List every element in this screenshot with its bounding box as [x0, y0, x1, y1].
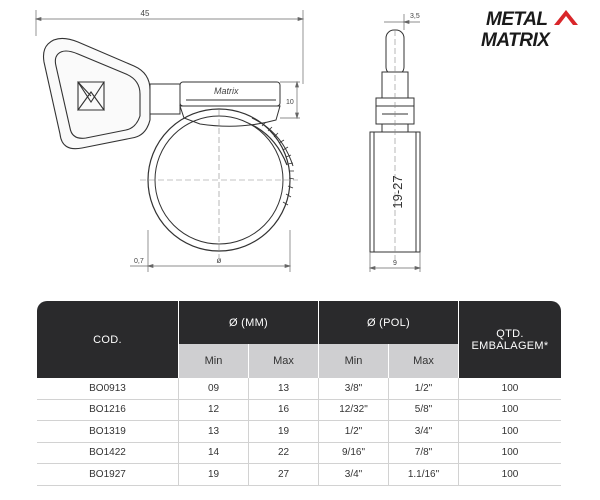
dimension-thickness-label: 0,7 — [134, 258, 144, 265]
cell-mm-max: 13 — [248, 378, 318, 400]
cell-pol-max: 7/8" — [388, 443, 458, 465]
cell-qtd: 100 — [458, 400, 561, 422]
cell-mm-min: 09 — [178, 378, 248, 400]
brand-line2: MATRIX — [481, 30, 550, 50]
cell-cod: BO0913 — [37, 378, 178, 400]
dimension-height-label: 10 — [286, 99, 294, 106]
cell-qtd: 100 — [458, 443, 561, 465]
subheader-mm-max: Max — [248, 344, 318, 378]
wing-handle — [44, 38, 151, 148]
side-view-size-label: 19-27 — [390, 175, 405, 209]
cell-mm-max: 27 — [248, 464, 318, 486]
cell-pol-min: 12/32" — [318, 400, 388, 422]
cell-cod: BO1216 — [37, 400, 178, 422]
cell-pol-max: 1.1/16" — [388, 464, 458, 486]
subheader-pol-min: Min — [318, 344, 388, 378]
dimension-side-top-label: 3,5 — [410, 13, 420, 20]
header-diameter-mm: Ø (MM) — [178, 301, 318, 344]
header-qtd-line2: EMBALAGEM* — [471, 339, 549, 352]
cell-mm-min: 19 — [178, 464, 248, 486]
cell-cod: BO1319 — [37, 421, 178, 443]
cell-qtd: 100 — [458, 421, 561, 443]
side-view — [370, 30, 420, 260]
header-qtd-line1: QTD. — [496, 327, 524, 340]
cell-cod: BO1422 — [37, 443, 178, 465]
dimension-diameter-label: ø — [216, 256, 222, 265]
cell-qtd: 100 — [458, 378, 561, 400]
cell-pol-max: 3/4" — [388, 421, 458, 443]
brand-logo — [478, 6, 594, 50]
dimension-width-label: 45 — [140, 9, 150, 18]
table-row — [37, 400, 561, 422]
spec-table — [37, 301, 561, 486]
band-brand-text: Matrix — [214, 86, 239, 96]
cell-qtd: 100 — [458, 464, 561, 486]
cell-mm-max: 22 — [248, 443, 318, 465]
clamp-band-ring — [140, 109, 298, 258]
table-row — [37, 378, 561, 400]
cell-mm-min: 12 — [178, 400, 248, 422]
cell-pol-max: 5/8" — [388, 400, 458, 422]
cell-pol-max: 1/2" — [388, 378, 458, 400]
cell-cod: BO1927 — [37, 464, 178, 486]
cell-pol-min: 3/8" — [318, 378, 388, 400]
subheader-pol-max: Max — [388, 344, 458, 378]
cell-mm-min: 14 — [178, 443, 248, 465]
table-row — [37, 464, 561, 486]
brand-line1: METAL — [486, 9, 548, 30]
cell-pol-min: 1/2" — [318, 421, 388, 443]
table-row — [37, 443, 561, 465]
cell-mm-min: 13 — [178, 421, 248, 443]
cell-mm-max: 16 — [248, 400, 318, 422]
table-row — [37, 421, 561, 443]
dimension-side-bottom-label: 9 — [393, 260, 397, 267]
cell-pol-min: 3/4" — [318, 464, 388, 486]
subheader-mm-min: Min — [178, 344, 248, 378]
cell-pol-min: 9/16" — [318, 443, 388, 465]
cell-mm-max: 19 — [248, 421, 318, 443]
header-diameter-pol: Ø (POL) — [318, 301, 458, 344]
header-qtd — [458, 301, 561, 378]
header-cod: COD. — [37, 301, 178, 378]
